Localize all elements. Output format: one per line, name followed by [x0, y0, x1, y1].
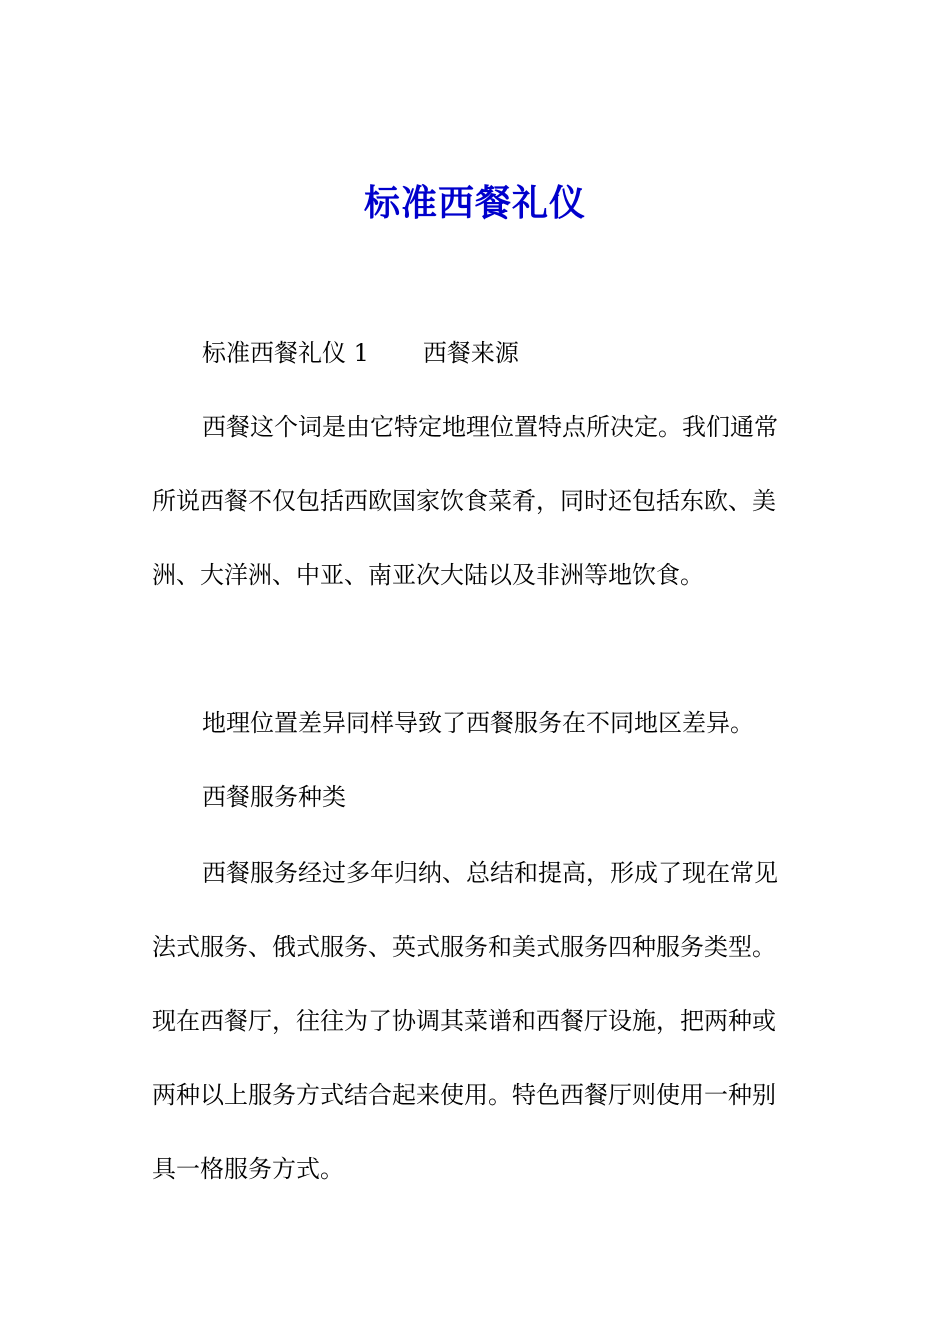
- paragraph-western-food-definition: 西餐这个词是由它特定地理位置特点所决定。我们通常所说西餐不仅包括西欧国家饮食菜肴，同时还包括东欧、美洲、大洋洲、中亚、南亚次大陆以及非洲等地饮食。: [152, 413, 778, 589]
- section-label: 标准西餐礼仪 1: [202, 339, 369, 367]
- section-heading-service-types: 西餐服务种类: [202, 783, 346, 811]
- paragraph-service-types: 西餐服务经过多年归纳、总结和提高，形成了现在常见法式服务、俄式服务、英式服务和美式服务四种服务类型。现在西餐厅，往往为了协调其菜谱和西餐厅设施，把两种或两种以上服务方式结合起来使用。特色西餐厅则使用一种别具一格服务方式。: [152, 859, 778, 1183]
- document-title: 标准西餐礼仪: [363, 182, 586, 224]
- paragraph-regional-differences: 地理位置差异同样导致了西餐服务在不同地区差异。: [202, 709, 754, 737]
- heading-line: [152, 316, 792, 390]
- section-heading: 西餐来源: [422, 339, 519, 367]
